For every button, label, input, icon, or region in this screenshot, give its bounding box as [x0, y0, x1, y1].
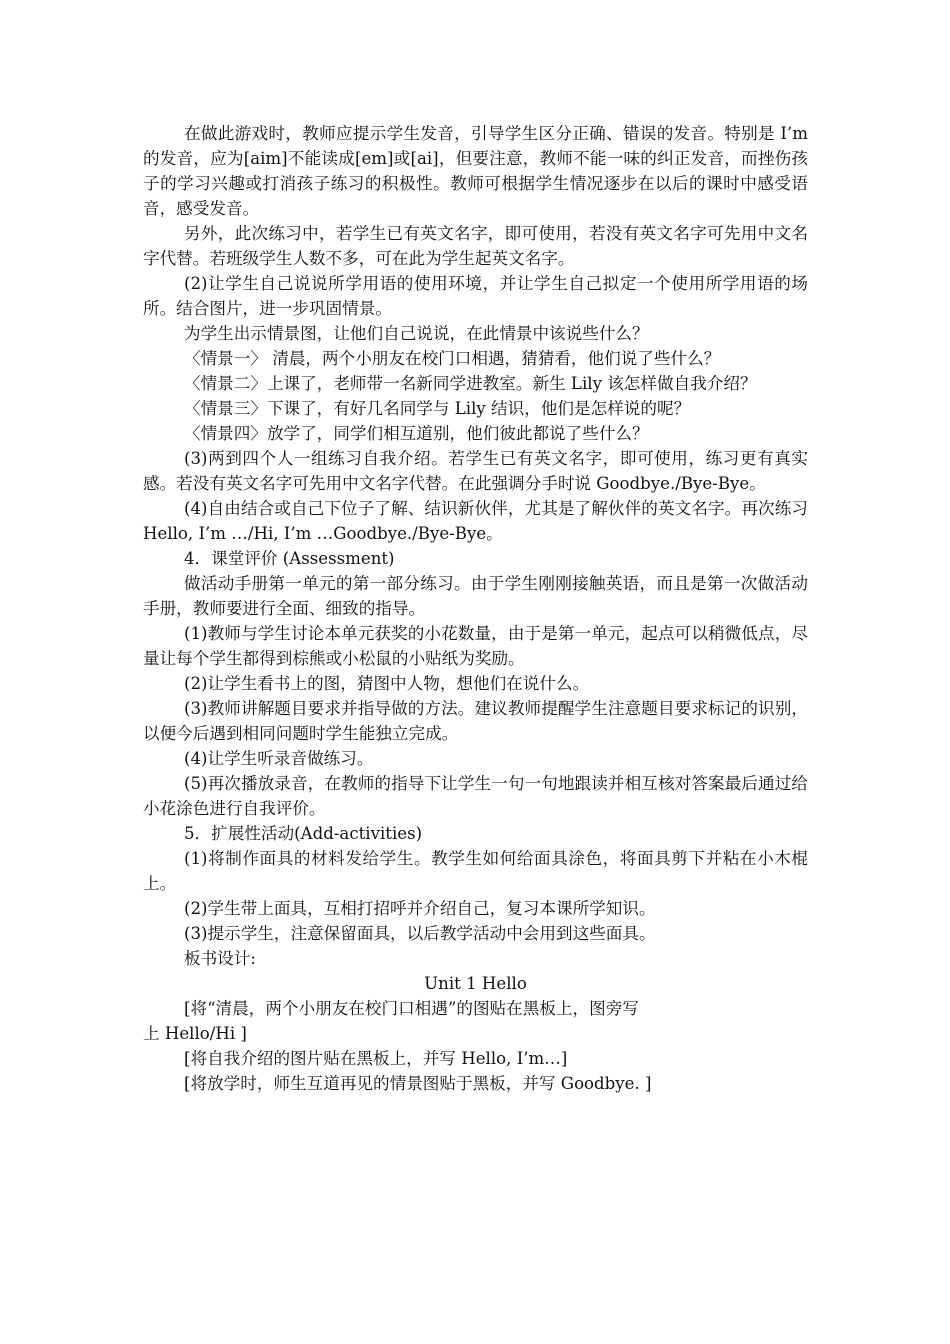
paragraph: (2)学生带上面具，互相打招呼并介绍自己，复习本课所学知识。 — [184, 899, 656, 918]
scenario-line: 〈情景二〉上课了，老师带一名新同学进教室。新生 Lily 该怎样做自我介绍？ — [184, 374, 757, 393]
paragraph: (3)教师讲解题目要求并指导做的方法。建议教师提醒学生注意题目要求标记的识别，以便今后遇到相同问题时学生能独立完成。 — [143, 699, 808, 743]
paragraph: (5)再次播放录音，在教师的指导下让学生一句一句地跟读并相互核对答案最后通过给小花涂色进行自我评价。 — [143, 774, 808, 818]
scenario-line: 〈情景一〉 清晨，两个小朋友在校门口相遇，猜猜看，他们说了些什么？ — [184, 349, 721, 368]
paragraph: (4)让学生听录音做练习。 — [184, 749, 374, 768]
paragraph: (3)两到四个人一组练习自我介绍。若学生已有英文名字，即可使用，练习更有真实感。若没有英文名字可先用中文名字代替。在此强调分手时说 Goodbye./Bye-Bye。 — [143, 449, 808, 493]
paragraph: 另外，此次练习中，若学生已有英文名字，即可使用，若没有英文名字可先用中文名字代替。若班级学生人数不多，可在此为学生起英文名字。 — [143, 224, 808, 268]
scenario-line: 〈情景四〉放学了，同学们相互道别，他们彼此都说了些什么？ — [184, 424, 649, 443]
scenario-line: 〈情景三〉下课了，有好几名同学与 Lily 结识，他们是怎样说的呢？ — [184, 399, 691, 418]
board-line: 上 Hello/Hi ] — [143, 1024, 247, 1043]
section-heading: 4．课堂评价 (Assessment) — [184, 549, 395, 568]
board-line: [将“清晨，两个小朋友在校门口相遇”的图贴在黑板上，图旁写 — [184, 999, 639, 1018]
paragraph: (1)将制作面具的材料发给学生。教学生如何给面具涂色，将面具剪下并粘在小木棍上。 — [143, 849, 808, 893]
document-body — [143, 121, 808, 1096]
paragraph: 在做此游戏时，教师应提示学生发音，引导学生区分正确、错误的发音。特别是 I’m 的发音，应为[aim]不能读成[em]或[ai]，但要注意，教师不能一味的纠正发音，而挫伤孩子的学习兴趣或打消孩子练习的积极性。教师可根据学生情况逐步在以后的课时中感受语音，感受发音。 — [143, 124, 808, 218]
paragraph: 做活动手册第一单元的第一部分练习。由于学生刚刚接触英语，而且是第一次做活动手册，教师要进行全面、细致的指导。 — [143, 574, 808, 618]
paragraph: (3)提示学生，注意保留面具，以后教学活动中会用到这些面具。 — [184, 924, 656, 943]
board-line: [将放学时，师生互道再见的情景图贴于黑板，并写 Goodbye. ] — [184, 1074, 652, 1093]
board-design-label: 板书设计: — [184, 949, 256, 968]
paragraph: (2)让学生自己说说所学用语的使用环境，并让学生自己拟定一个使用所学用语的场所。结合图片，进一步巩固情景。 — [143, 274, 808, 318]
paragraph: (2)让学生看书上的图，猜图中人物，想他们在说什么。 — [184, 674, 590, 693]
board-title: Unit 1 Hello — [424, 974, 527, 993]
section-heading: 5．扩展性活动(Add-activities) — [184, 824, 423, 843]
paragraph: (4)自由结合或自己下位子了解、结识新伙伴，尤其是了解伙伴的英文名字。再次练习 Hello, I’m …/Hi, I’m …Goodbye./Bye-Bye。 — [143, 499, 808, 543]
paragraph: (1)教师与学生讨论本单元获奖的小花数量，由于是第一单元，起点可以稍微低点，尽量让每个学生都得到棕熊或小松鼠的小贴纸为奖励。 — [143, 624, 808, 668]
board-line: [将自我介绍的图片贴在黑板上，并写 Hello, I’m…] — [184, 1049, 568, 1068]
paragraph: 为学生出示情景图，让他们自己说说，在此情景中该说些什么？ — [184, 324, 649, 343]
